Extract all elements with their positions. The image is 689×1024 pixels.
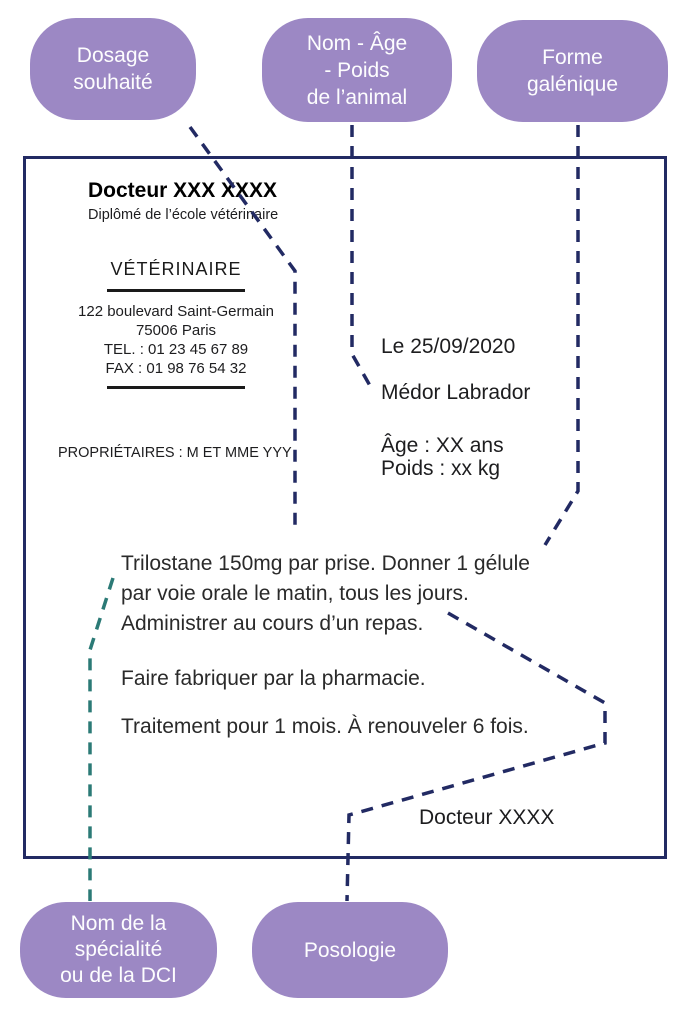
connector-posologie-line xyxy=(347,613,605,901)
bubble-dosage-souhaite xyxy=(30,18,196,120)
connector-forme-galenique-line xyxy=(545,125,578,545)
bubble-label-line: ou de la DCI xyxy=(60,964,177,987)
bubble-label-line: Forme xyxy=(542,46,603,69)
animal-name-breed: Médor Labrador xyxy=(381,381,531,404)
profession-title: VÉTÉRINAIRE xyxy=(110,259,242,279)
bubble-label-line: Nom - Âge xyxy=(306,31,408,55)
bubble-nom-specialite-dci xyxy=(20,902,217,998)
connector-dosage-line xyxy=(190,127,295,529)
address-line: 75006 Paris xyxy=(135,322,217,339)
bubble-nom-age-poids xyxy=(262,18,452,122)
bubble-label-line: Dosage xyxy=(76,44,150,67)
bubble-label-line: - Poids xyxy=(324,58,390,82)
pharmacy-instruction: Faire fabriquer par la pharmacie. xyxy=(121,667,426,690)
bubble-forme-galenique xyxy=(477,20,668,122)
treatment-duration: Traitement pour 1 mois. À renouveler 6 fois. xyxy=(121,715,529,738)
animal-age: Âge : XX ans xyxy=(381,434,504,457)
fax-line: FAX : 01 98 76 54 32 xyxy=(105,360,247,377)
connector-nom-age-poids-line xyxy=(352,125,373,391)
address-line: 122 boulevard Saint-Germain xyxy=(78,303,274,320)
bubble-label-line: galénique xyxy=(526,73,619,96)
bubble-posologie xyxy=(252,902,448,998)
prescription-date: Le 25/09/2020 xyxy=(381,335,516,358)
connector-specialite-line xyxy=(90,578,113,901)
bubble-label-line: spécialité xyxy=(74,938,163,961)
bubble-label-line: de l’animal xyxy=(306,85,408,109)
rx-line: par voie orale le matin, tous les jours. xyxy=(121,582,469,605)
rx-line: Trilostane 150mg par prise. Donner 1 gélule xyxy=(121,552,530,575)
bubble-label-line: Posologie xyxy=(303,938,397,962)
animal-weight: Poids : xx kg xyxy=(381,457,501,480)
rx-line: Administrer au cours d’un repas. xyxy=(121,612,424,635)
doctor-diploma: Diplômé de l’école vétérinaire xyxy=(88,207,279,223)
bubble-label-line: souhaité xyxy=(73,71,153,94)
owners-line: PROPRIÉTAIRES : M ET MME YYY xyxy=(58,445,292,461)
doctor-name: Docteur XXX XXXX xyxy=(88,179,278,202)
phone-line: TEL. : 01 23 45 67 89 xyxy=(103,341,249,358)
bubble-label-line: Nom de la xyxy=(70,912,167,935)
doctor-signature: Docteur XXXX xyxy=(419,806,555,829)
